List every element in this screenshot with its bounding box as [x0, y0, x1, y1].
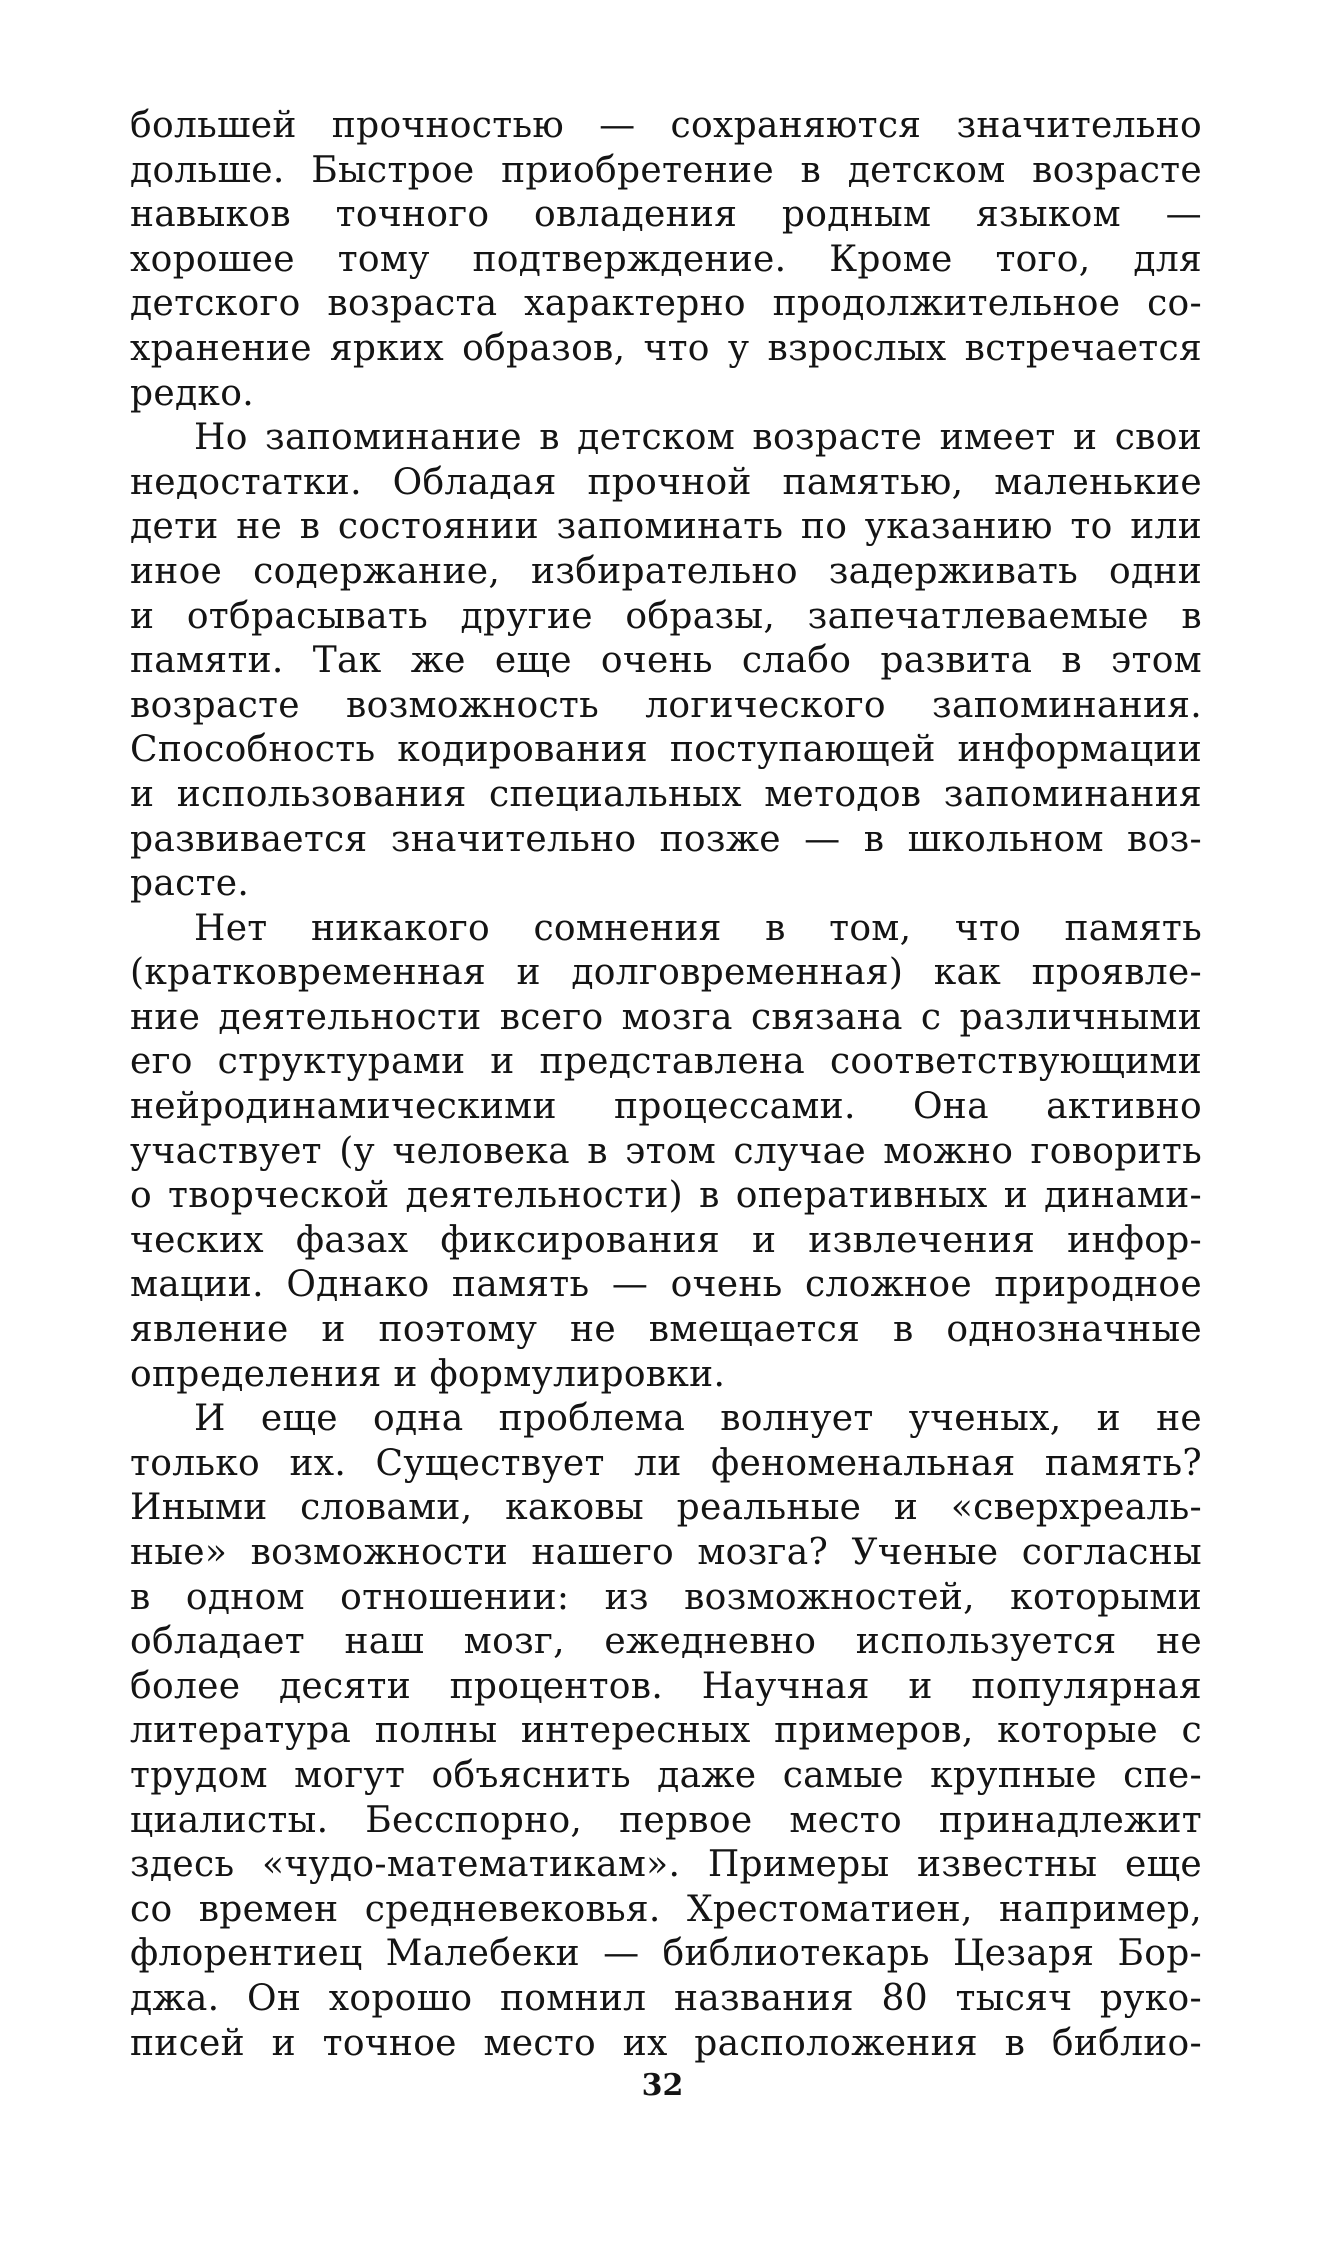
text-line: редко.	[130, 372, 254, 414]
text-line: Иными словами, каковы реальные и «сверхреаль-	[130, 1487, 1202, 1529]
text-line: ние деятельности всего мозга связана с различными	[130, 996, 1202, 1038]
text-line: определения и формулировки.	[130, 1353, 726, 1395]
text-line: джа. Он хорошо помнил названия 80 тысяч руко-	[130, 1977, 1202, 2019]
text-line: нейродинамическими процессами. Она активно	[130, 1086, 1202, 1128]
text-line: расте.	[130, 863, 250, 905]
text-line: трудом могут объяснить даже самые крупные спе-	[130, 1754, 1202, 1796]
paragraph	[130, 1397, 1202, 2066]
text-line: Способность кодирования поступающей информации	[130, 729, 1202, 771]
text-line: его структурами и представлена соответствующими	[130, 1041, 1202, 1083]
text-line: памяти. Так же еще очень слабо развита в этом	[130, 640, 1202, 682]
text-line: и отбрасывать другие образы, запечатлеваемые в	[130, 595, 1202, 637]
text-line: иное содержание, избирательно задерживать одни	[130, 550, 1202, 592]
text-line: возрасте возможность логического запоминания.	[130, 684, 1202, 726]
text-line: и использования специальных методов запоминания	[130, 773, 1202, 815]
text-line: Но запоминание в детском возрасте имеет и свои	[194, 417, 1202, 459]
text-line: со времен средневековья. Хрестоматиен, например,	[130, 1888, 1202, 1930]
paragraph	[130, 416, 1202, 907]
paragraph	[130, 104, 1202, 416]
text-line: ные» возможности нашего мозга? Ученые согласны	[130, 1532, 1202, 1573]
text-line: литература полны интересных примеров, которые с	[130, 1710, 1202, 1752]
text-line: И еще одна проблема волнует ученых, и не	[194, 1398, 1202, 1440]
text-line: флорентиец Малебеки — библиотекарь Цезаря Бор-	[130, 1933, 1202, 1975]
paragraph	[130, 907, 1202, 1398]
text-line: детского возраста характерно продолжительное со-	[130, 283, 1202, 325]
text-line: ческих фазах фиксирования и извлечения инфор-	[130, 1219, 1202, 1261]
text-line: дети не в состоянии запоминать по указанию то или	[130, 506, 1202, 548]
text-line: явление и поэтому не вмещается в однозначные	[130, 1309, 1202, 1351]
text-line: обладает наш мозг, ежедневно используется не	[130, 1621, 1202, 1663]
text-line: писей и точное место их расположения в библио-	[130, 2022, 1202, 2064]
text-line: Нет никакого сомнения в том, что память	[194, 907, 1202, 949]
text-line: циалисты. Бесспорно, первое место принадлежит	[130, 1799, 1202, 1841]
page-body	[130, 104, 1202, 2066]
page-number: 32	[641, 2068, 684, 2103]
text-line: большей прочностью — сохраняются значительно	[130, 105, 1202, 146]
text-line: мации. Однако память — очень сложное природное	[130, 1264, 1202, 1306]
text-line: в одном отношении: из возможностей, которыми	[130, 1576, 1202, 1618]
text-line: здесь «чудо-математикам». Примеры известны еще	[130, 1844, 1202, 1886]
text-line: недостатки. Обладая прочной памятью, маленькие	[130, 461, 1202, 503]
text-line: навыков точного овладения родным языком —	[130, 194, 1202, 236]
text-line: дольше. Быстрое приобретение в детском возрасте	[130, 149, 1202, 191]
text-line: более десяти процентов. Научная и популярная	[130, 1665, 1202, 1707]
text-line: (кратковременная и долговременная) как проявле-	[130, 952, 1202, 994]
text-line: развивается значительно позже — в школьном воз-	[130, 818, 1202, 860]
text-line: хранение ярких образов, что у взрослых встречается	[130, 327, 1202, 369]
text-line: только их. Существует ли феноменальная память?	[130, 1442, 1202, 1484]
text-line: хорошее тому подтверждение. Кроме того, для	[130, 238, 1202, 280]
text-line: о творческой деятельности) в оперативных и динами-	[130, 1175, 1202, 1217]
text-line: участвует (у человека в этом случае можно говорить	[130, 1130, 1202, 1172]
